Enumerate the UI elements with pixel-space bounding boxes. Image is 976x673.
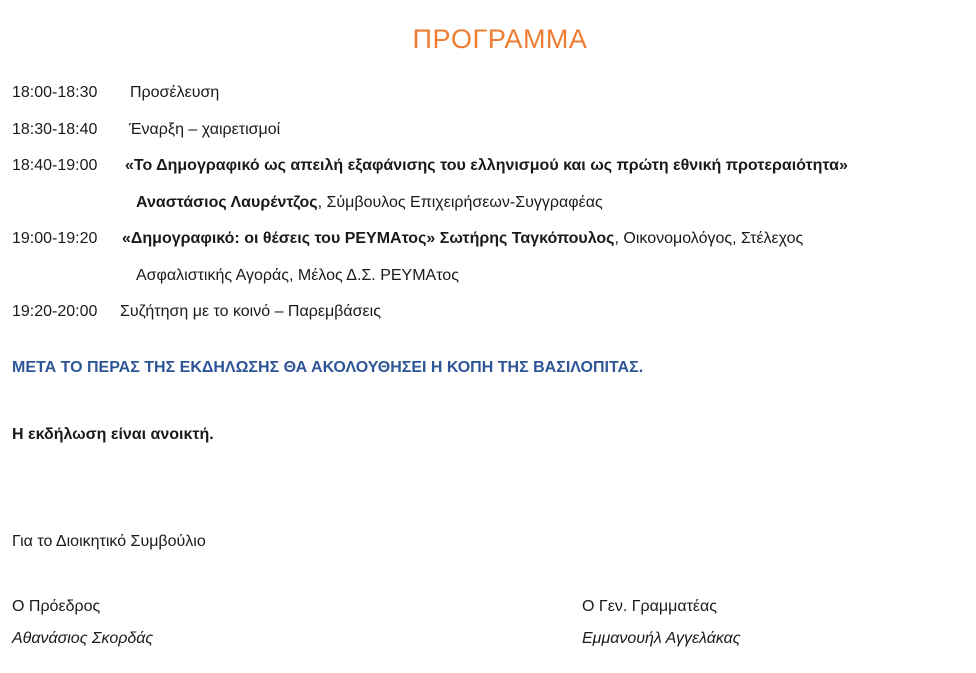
schedule-text: Συζήτηση με το κοινό – Παρεμβάσεις — [120, 303, 381, 320]
schedule-text: Έναρξη – χαιρετισμοί — [129, 121, 281, 138]
president-name: Αθανάσιος Σκορδάς — [12, 630, 154, 647]
schedule-time: 19:20-20:00 — [12, 303, 98, 320]
schedule-time: 19:00-19:20 — [12, 230, 98, 247]
board-label: Για το Διοικητικό Συμβούλιο — [12, 533, 206, 550]
schedule-time: 18:00-18:30 — [12, 84, 98, 101]
speaker-name: Αναστάσιος Λαυρέντζος — [136, 194, 318, 211]
speaker-line — [136, 193, 603, 213]
speaker-role: , Σύμβουλος Επιχειρήσεων-Συγγραφέας — [317, 194, 603, 211]
talk-topic: «Δημογραφικό: οι θέσεις του ΡΕΥΜΑτος» — [122, 230, 436, 247]
schedule-text: Προσέλευση — [130, 84, 220, 101]
speaker-name: Σωτήρης Ταγκόπουλος — [439, 230, 615, 247]
schedule-item — [12, 302, 381, 322]
open-event-text: Η εκδήλωση είναι ανοικτή. — [12, 426, 214, 443]
schedule-item — [12, 120, 280, 140]
schedule-time: 18:40-19:00 — [12, 157, 98, 174]
schedule-item — [12, 83, 219, 103]
secretary-name: Εμμανουήλ Αγγελάκας — [582, 630, 741, 647]
page-title: ΠΡΟΓΡΑΜΜΑ — [412, 24, 588, 54]
speaker-role-continued: Ασφαλιστικής Αγοράς, Μέλος Δ.Σ. ΡΕΥΜΑτος — [136, 267, 459, 284]
secretary-title: Ο Γεν. Γραμματέας — [582, 598, 717, 615]
schedule-item — [12, 156, 848, 176]
schedule-item — [12, 229, 803, 249]
talk-topic: «Το Δημογραφικό ως απειλή εξαφάνισης του ελληνισμού και ως πρώτη εθνική προτεραιότητα» — [125, 157, 848, 174]
notice-text: ΜΕΤΑ ΤΟ ΠΕΡΑΣ ΤΗΣ ΕΚΔΗΛΩΣΗΣ ΘΑ ΑΚΟΛΟΥΘΗΣΕΙ Η ΚΟΠΗ ΤΗΣ ΒΑΣΙΛΟΠΙΤΑΣ. — [12, 359, 644, 376]
speaker-role: , Οικονομολόγος, Στέλεχος — [614, 230, 804, 247]
schedule-time: 18:30-18:40 — [12, 121, 98, 138]
president-title: Ο Πρόεδρος — [12, 598, 101, 615]
